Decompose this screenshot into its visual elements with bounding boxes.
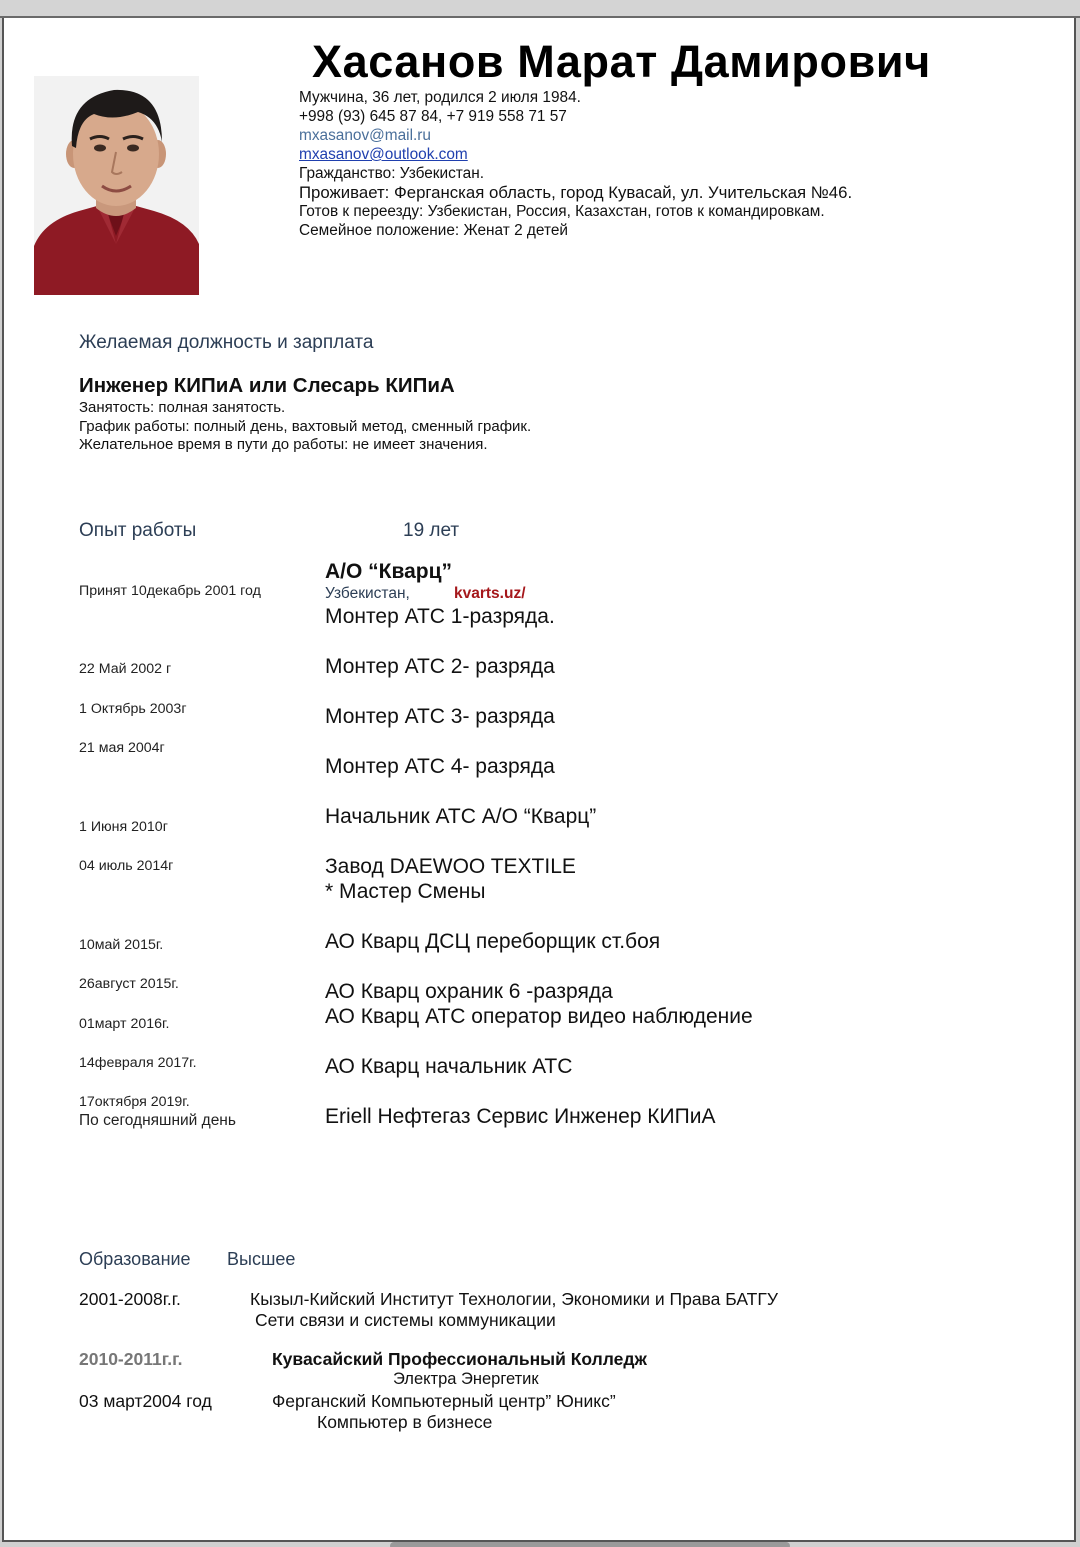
desired-position-details <box>79 399 531 455</box>
citizenship: Гражданство: Узбекистан. <box>299 165 485 182</box>
company-name: А/О “Кварц” <box>325 560 453 583</box>
experience-position-detail: * Мастер Смены <box>325 880 486 903</box>
experience-position: АО Кварц ДСЦ переборщик ст.боя <box>325 930 661 953</box>
residence: Проживает: Ферганская область, город Кувасай, ул. Учительская №46. <box>299 183 853 202</box>
candidate-name: Хасанов Марат Дамирович <box>312 36 931 87</box>
relocation: Готов к переезду: Узбекистан, Россия, Казахстан, готов к командировкам. <box>299 203 825 220</box>
experience-position: Монтер АТС 4- разряда <box>325 755 555 778</box>
company-website[interactable]: kvarts.uz/ <box>454 585 526 602</box>
experience-position: Eriell Нефтегаз Сервис Инженер КИПиА <box>325 1105 716 1128</box>
education-specialty: Сети связи и системы коммуникации <box>255 1310 556 1330</box>
experience-position: АО Кварц начальник АТС <box>325 1055 573 1078</box>
desired-position-heading: Желаемая должность и зарплата <box>79 332 374 353</box>
personal-summary: Мужчина, 36 лет, родился 2 июля 1984. <box>299 89 581 106</box>
experience-date: Принят 10декабрь 2001 год <box>79 583 261 599</box>
experience-position: Завод DAEWOO TEXTILE <box>325 855 576 878</box>
education-institution: Кызыл-Кийский Институт Технологии, Экономики и Права БАТГУ <box>250 1289 778 1309</box>
experience-position: Монтер АТС 3- разряда <box>325 705 555 728</box>
resume-page <box>2 18 1076 1542</box>
person-portrait-icon <box>34 76 199 295</box>
experience-date: 26август 2015г. <box>79 976 179 992</box>
education-years: 2010-2011г.г. <box>79 1349 183 1369</box>
desired-position-title: Инженер КИПиА или Слесарь КИПиА <box>79 374 455 397</box>
scroll-indicator <box>390 1542 790 1547</box>
experience-position: Монтер АТС 1-разряда. <box>325 605 555 628</box>
commute-time: Желательное время в пути до работы: не имеет значения. <box>79 436 488 453</box>
experience-date: 01март 2016г. <box>79 1016 170 1032</box>
experience-position: АО Кварц АТС оператор видео наблюдение <box>325 1005 753 1028</box>
experience-position: АО Кварц охраник 6 -разряда <box>325 980 613 1003</box>
employment-type: Занятость: полная занятость. <box>79 399 286 416</box>
education-level: Высшее <box>227 1249 296 1269</box>
phone-numbers: +998 (93) 645 87 84, +7 919 558 71 57 <box>299 108 567 125</box>
education-institution: Кувасайский Профессиональный Колледж <box>272 1349 647 1369</box>
experience-date: 22 Май 2002 г <box>79 661 172 677</box>
email-link-mail[interactable]: mxasanov@mail.ru <box>299 127 431 144</box>
contact-info <box>299 88 852 240</box>
experience-date: 10май 2015г. <box>79 937 164 953</box>
education-years: 03 март2004 год <box>79 1391 212 1411</box>
experience-position: Монтер АТС 2- разряда <box>325 655 555 678</box>
education-heading: Образование <box>79 1249 191 1269</box>
experience-date: 1 Октябрь 2003г <box>79 701 187 717</box>
education-specialty: Электра Энергетик <box>393 1370 539 1388</box>
education-specialty: Компьютер в бизнесе <box>317 1412 493 1432</box>
viewer-toolbar <box>0 0 1080 18</box>
experience-position: Начальник АТС А/О “Кварц” <box>325 805 597 828</box>
experience-date: 04 июль 2014г <box>79 858 174 874</box>
experience-date-current: По сегодняшний день <box>79 1112 236 1129</box>
education-years: 2001-2008г.г. <box>79 1289 181 1309</box>
family-status: Семейное положение: Женат 2 детей <box>299 222 568 239</box>
experience-date: 17октября 2019г. <box>79 1094 190 1110</box>
experience-date: 21 мая 2004г <box>79 740 165 756</box>
experience-date: 14февраля 2017г. <box>79 1055 197 1071</box>
work-schedule: График работы: полный день, вахтовый метод, сменный график. <box>79 417 532 435</box>
company-country: Узбекистан, <box>325 585 410 602</box>
education-institution: Ферганский Компьютерный центр” Юникс” <box>272 1391 616 1411</box>
experience-years: 19 лет <box>403 520 460 541</box>
experience-heading: Опыт работы <box>79 520 197 541</box>
experience-date: 1 Июня 2010г <box>79 819 168 835</box>
email-link-outlook[interactable]: mxasanov@outlook.com <box>299 146 468 163</box>
